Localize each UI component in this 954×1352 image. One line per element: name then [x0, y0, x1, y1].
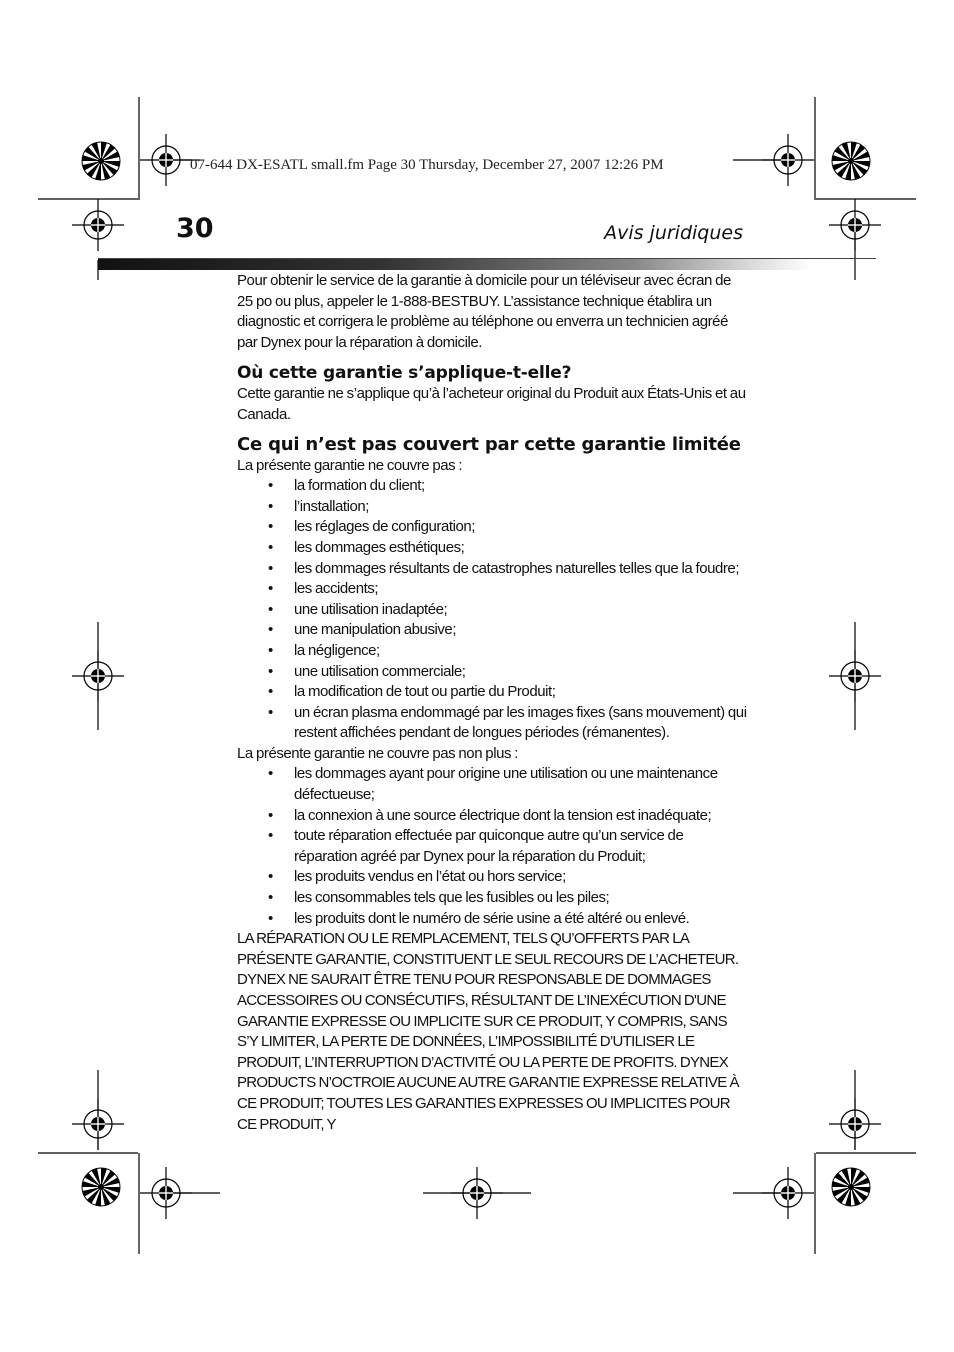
list-item: • les accidents;: [237, 579, 749, 600]
list-item: • la négligence;: [237, 641, 749, 662]
not-covered-list: [237, 476, 749, 744]
list-item: • la formation du client;: [237, 476, 749, 497]
liability-disclaimer: LA RÉPARATION OU LE REMPLACEMENT, TELS QU’OFFERTS PAR LA PRÉSENTE GARANTIE, CONSTITUENT LE SEUL RECOURS DE L’ACHETEUR. DYNEX NE SAURAIT ÊTRE TENU POUR RESPONSABLE DE DOMMAGES ACCESSOIRES OU CONSÉCUTIFS, RÉSULTANT DE L’INEXÉCUTION D'UNE GARANTIE EXPRESSE OU IMPLICITE SUR CE PRODUIT, Y COMPRIS, SANS S’Y LIMITER, LA PERTE DE DONNÉES, L’IMPOSSIBILITÉ D’UTILISER LE PRODUIT, L’INTERRUPTION D’ACTIVITÉ OU LA PERTE DE PROFITS. DYNEX PRODUCTS N’OCTROIE AUCUNE AUTRE GARANTIE EXPRESSE RELATIVE À CE PRODUIT; TOUTES LES GARANTIES EXPRESSES OU IMPLICITES POUR CE PRODUIT, Y: [237, 930, 739, 1133]
print-slug-header: 07-644 DX-ESATL small.fm Page 30 Thursday, December 27, 2007 12:26 PM: [190, 157, 664, 173]
list-item: • les produits dont le numéro de série usine a été altéré ou enlevé.: [237, 909, 749, 930]
list-item: • un écran plasma endommagé par les images fixes (sans mouvement) qui restent affichées pendant de longues périodes (rémanentes).: [237, 703, 749, 744]
running-section-title: Avis juridiques: [604, 222, 743, 244]
header-rule-line: [98, 258, 876, 259]
list-item: • la modification de tout ou partie du Produit;: [237, 682, 749, 703]
header-gradient-rule: [98, 258, 812, 270]
also-not-covered-intro: La présente garantie ne couvre pas non plus :: [237, 744, 518, 762]
also-not-covered-list: [237, 764, 749, 929]
not-covered-intro: La présente garantie ne couvre pas :: [237, 456, 463, 474]
list-item: • les produits vendus en l’état ou hors service;: [237, 867, 749, 888]
list-item: • une manipulation abusive;: [237, 620, 749, 641]
page-body: [237, 271, 749, 1135]
list-item: • les dommages ayant pour origine une utilisation ou une maintenance défectueuse;: [237, 764, 749, 805]
list-item: • une utilisation inadaptée;: [237, 600, 749, 621]
list-item: • les réglages de configuration;: [237, 517, 749, 538]
list-item: • les dommages résultants de catastrophes naturelles telles que la foudre;: [237, 559, 749, 580]
page-number: 30: [176, 213, 214, 244]
not-covered-heading: Ce qui n’est pas couvert par cette garantie limitée: [237, 433, 741, 455]
list-item: • l’installation;: [237, 497, 749, 518]
list-item: • une utilisation commerciale;: [237, 662, 749, 683]
list-item: • la connexion à une source électrique dont la tension est inadéquate;: [237, 806, 749, 827]
list-item: • les consommables tels que les fusibles ou les piles;: [237, 888, 749, 909]
where-heading: Où cette garantie s’applique-t-elle?: [237, 363, 572, 384]
list-item: • les dommages esthétiques;: [237, 538, 749, 559]
intro-paragraph: Pour obtenir le service de la garantie à domicile pour un téléviseur avec écran de 25 po ou plus, appeler le 1-888-BESTBUY. L’assistance technique établira un diagnostic et corrigera le problème au téléphone ou enverra un technicien agréé par Dynex pour la réparation à domicile.: [237, 272, 731, 351]
where-paragraph: Cette garantie ne s’applique qu’à l’acheteur original du Produit aux États-Unis et au Canada.: [237, 385, 746, 423]
list-item: • toute réparation effectuée par quiconque autre qu’un service de réparation agréé par Dynex pour la réparation du Produit;: [237, 826, 749, 867]
